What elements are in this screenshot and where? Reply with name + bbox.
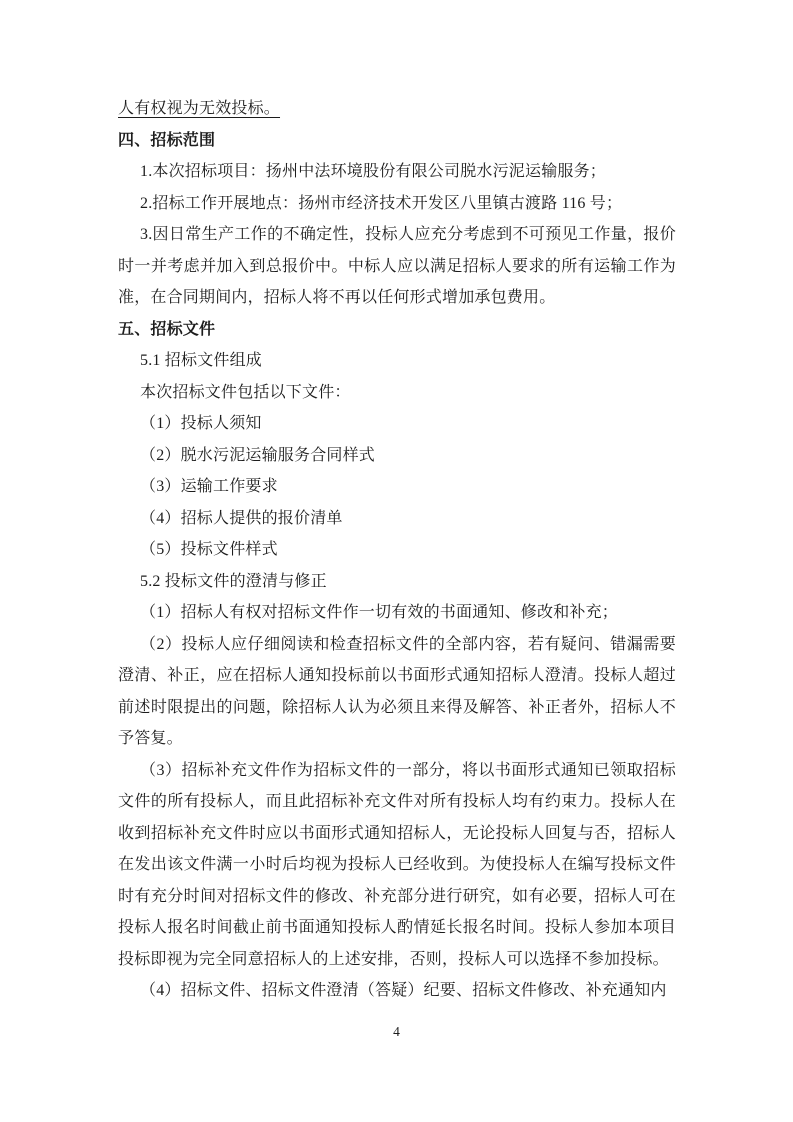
- clarification-clause-2: （2）投标人应仔细阅读和检查招标文件的全部内容，若有疑问、错漏需要澄清、补正，应在招标人通知投标前以书面形式通知招标人澄清。投标人超过前述时限提出的问题，除招标人认为必须且来得及解答、补正者外，招标人不予答复。: [118, 635, 676, 747]
- document-list-item-4: （4）招标人提供的报价清单: [140, 509, 343, 527]
- document-list-intro: 本次招标文件包括以下文件：: [140, 383, 351, 401]
- clarification-clause-3: （3）招标补充文件作为招标文件的一部分，将以书面形式通知已领取招标文件的所有投标人，而且此招标补充文件对所有投标人均有约束力。投标人在收到招标补充文件时应以书面形式通知招标人，无论投标人回复与否，招标人在发出该文件满一小时后均视为投标人已经收到。为使投标人在编写投标文件时有充分时间对招标文件的修改、补充部分进行研究，如有必要，招标人可在投标人报名时间截止前书面通知投标人酌情延长报名时间。投标人参加本项目投标即视为完全同意招标人的上述安排，否则，投标人可以选择不参加投标。: [118, 761, 676, 968]
- section-heading-4-bid-scope: 四、招标范围: [118, 131, 216, 149]
- document-list-item-5: （5）投标文件样式: [140, 541, 278, 558]
- document-list-item-2: （2）脱水污泥运输服务合同样式: [140, 446, 376, 464]
- continuation-line: [118, 93, 676, 125]
- subsection-5-1-title: 5.1 招标文件组成: [140, 352, 263, 369]
- scope-item-2-location: 2.招标工作开展地点：扬州市经济技术开发区八里镇古渡路 116 号；: [140, 194, 623, 212]
- continuation-line-text: 人有权视为无效投标。: [118, 100, 281, 117]
- clarification-clause-4-truncated: （4）招标文件、招标文件澄清（答疑）纪要、招标文件修改、补充通知内: [140, 982, 667, 999]
- scope-item-3-uncertainty: 3.因日常生产工作的不确定性，投标人应充分考虑到不可预见工作量，报价时一并考虑并加入到总报价中。中标人应以满足招标人要求的所有运输工作为准，在合同期间内，招标人将不再以任何形式增加承包费用。: [118, 226, 676, 306]
- scope-item-1-project: 1.本次招标项目：扬州中法环境股份有限公司脱水污泥运输服务；: [140, 163, 607, 180]
- page-number: 4: [393, 1024, 400, 1039]
- document-list-item-3: （3）运输工作要求: [140, 478, 278, 495]
- section-heading-5-bid-documents: 五、招标文件: [118, 320, 216, 338]
- clarification-clause-1: （1）招标人有权对招标文件作一切有效的书面通知、修改和补充；: [140, 604, 619, 621]
- subsection-5-2-title: 5.2 投标文件的澄清与修正: [140, 572, 327, 590]
- document-list-item-1: （1）投标人须知: [140, 415, 262, 432]
